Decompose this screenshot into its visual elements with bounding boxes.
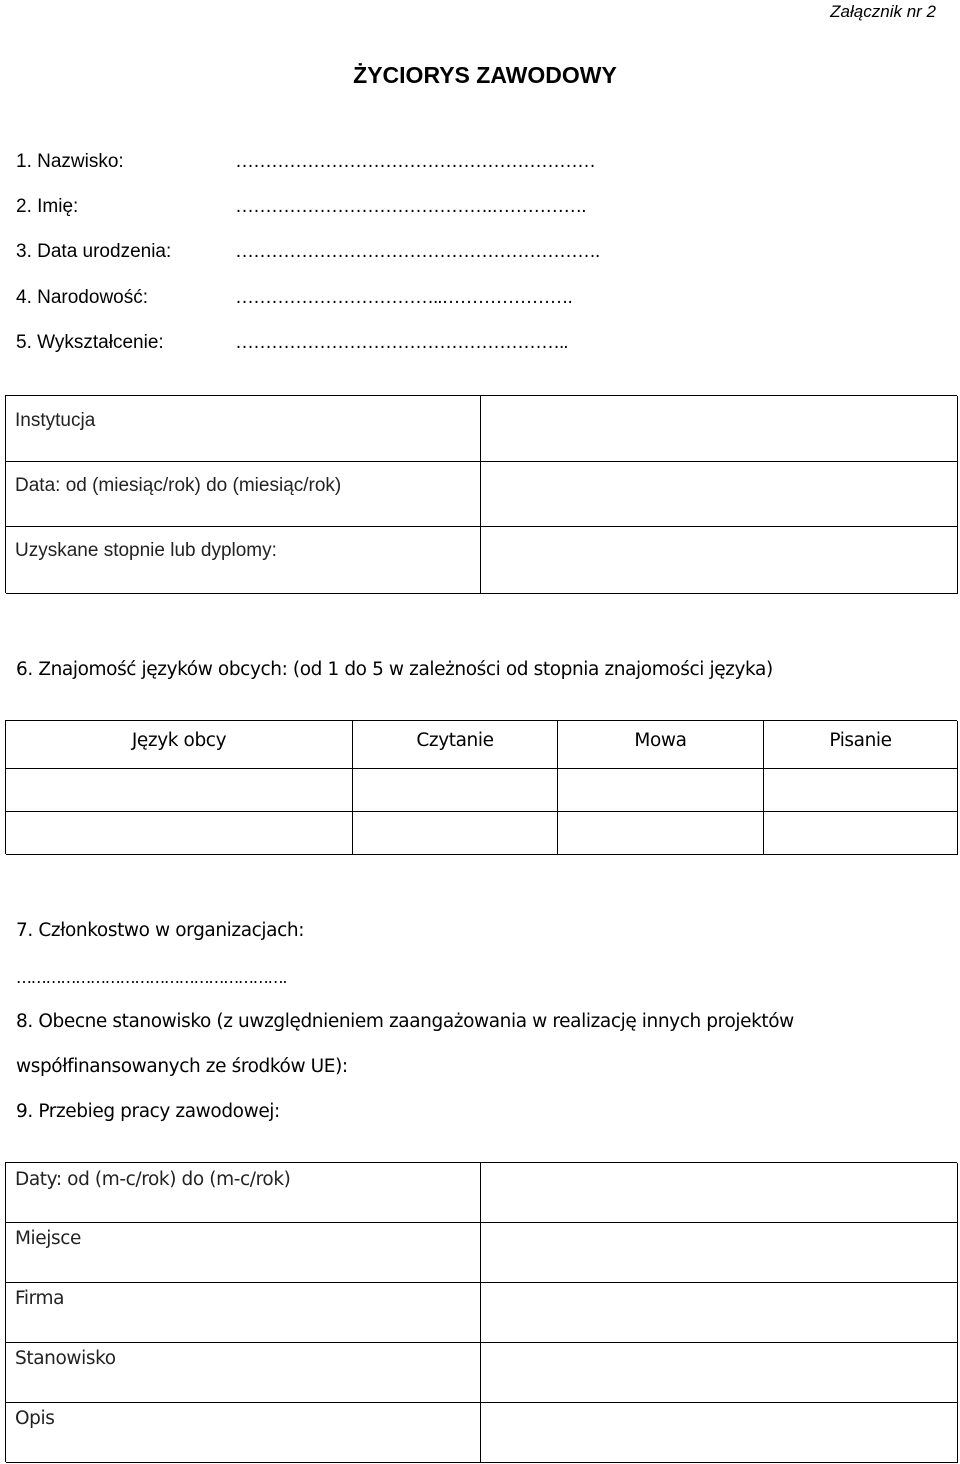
career-label-cell xyxy=(6,1223,481,1283)
education-value-cell[interactable] xyxy=(481,396,958,462)
education-value-cell[interactable] xyxy=(481,462,958,527)
career-label-cell xyxy=(6,1343,481,1403)
languages-cell[interactable] xyxy=(558,769,764,812)
column-header-speaking: Mowa xyxy=(634,730,687,751)
education-label-cell xyxy=(6,462,481,527)
education-value-cell[interactable] xyxy=(481,527,958,594)
education-table xyxy=(5,395,957,593)
field-dots-firstname: …………………………………….……………. xyxy=(235,196,586,217)
position-line-2: współfinansowanych ze środków UE): xyxy=(16,1056,348,1077)
career-label-cell xyxy=(6,1403,481,1463)
career-table xyxy=(5,1162,957,1462)
field-dots-nationality: ……………………………..…………………. xyxy=(235,287,572,308)
education-row-dates: Data: od (miesiąc/rok) do (miesiąc/rok) xyxy=(15,475,342,496)
field-label-nationality: 4. Narodowość: xyxy=(16,287,149,308)
column-header-reading: Czytanie xyxy=(416,730,494,751)
career-heading: 9. Przebieg pracy zawodowej: xyxy=(16,1101,280,1122)
column-header-language: Język obcy xyxy=(131,730,227,751)
career-row-position: Stanowisko xyxy=(15,1348,116,1369)
career-label-cell xyxy=(6,1163,481,1223)
career-row-place: Miejsce xyxy=(15,1228,82,1249)
languages-header-cell xyxy=(764,721,958,769)
annex-label: Załącznik nr 2 xyxy=(830,2,936,21)
membership-heading: 7. Członkostwo w organizacjach: xyxy=(16,920,305,941)
career-row-description: Opis xyxy=(15,1408,55,1429)
languages-cell[interactable] xyxy=(764,812,958,855)
position-line-1: 8. Obecne stanowisko (z uwzględnieniem zaangażowania w realizację innych projektów xyxy=(16,1011,794,1032)
languages-table xyxy=(5,720,957,854)
field-label-surname: 1. Nazwisko: xyxy=(16,151,124,172)
field-dots-education: ……………………………………………….. xyxy=(235,332,568,353)
membership-dots: ………………………………………………. xyxy=(16,968,287,987)
languages-cell[interactable] xyxy=(353,812,558,855)
field-label-firstname: 2. Imię: xyxy=(16,196,79,217)
career-value-cell[interactable] xyxy=(481,1343,958,1403)
languages-heading: 6. Znajomość języków obcych: (od 1 do 5 w zależności od stopnia znajomości języka) xyxy=(16,659,773,680)
career-value-cell[interactable] xyxy=(481,1283,958,1343)
page-title: ŻYCIORYS ZAWODOWY xyxy=(353,62,617,88)
career-row-dates: Daty: od (m-c/rok) do (m-c/rok) xyxy=(15,1169,291,1190)
career-value-cell[interactable] xyxy=(481,1403,958,1463)
languages-cell[interactable] xyxy=(558,812,764,855)
languages-cell[interactable] xyxy=(353,769,558,812)
languages-header-cell xyxy=(558,721,764,769)
education-label-cell xyxy=(6,527,481,594)
career-value-cell[interactable] xyxy=(481,1163,958,1223)
languages-cell[interactable] xyxy=(6,812,353,855)
education-label-cell xyxy=(6,396,481,462)
field-label-birthdate: 3. Data urodzenia: xyxy=(16,241,172,262)
languages-cell[interactable] xyxy=(764,769,958,812)
career-row-company: Firma xyxy=(15,1288,65,1309)
languages-cell[interactable] xyxy=(6,769,353,812)
field-dots-surname: …………………………………………………… xyxy=(235,151,595,172)
career-value-cell[interactable] xyxy=(481,1223,958,1283)
languages-header-cell xyxy=(6,721,353,769)
field-label-education: 5. Wykształcenie: xyxy=(16,332,164,353)
field-dots-birthdate: ……………………………………………………. xyxy=(235,241,600,262)
column-header-writing: Pisanie xyxy=(829,730,892,751)
career-label-cell xyxy=(6,1283,481,1343)
education-row-institution: Instytucja xyxy=(15,410,96,431)
education-row-degrees: Uzyskane stopnie lub dyplomy: xyxy=(15,540,277,561)
languages-header-cell xyxy=(353,721,558,769)
